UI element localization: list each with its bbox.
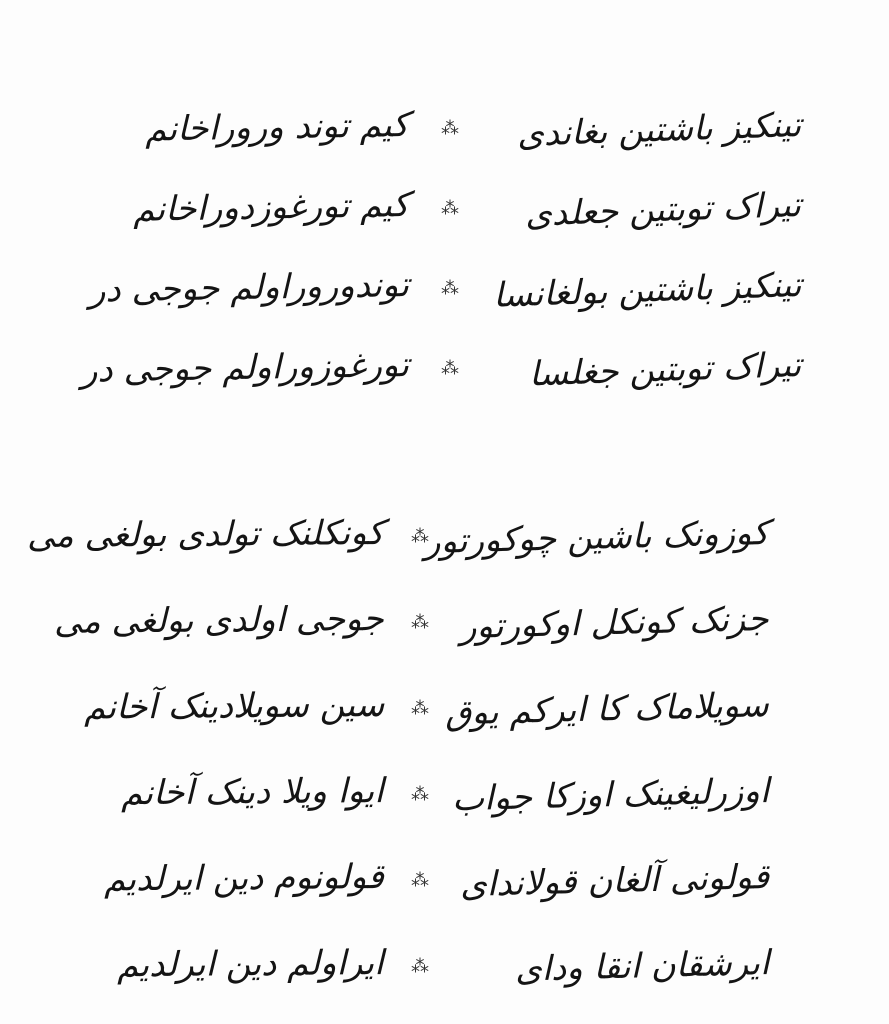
right-hemistich: سویلاماک کا ایرکم یوق <box>444 685 770 734</box>
verse-line <box>0 930 889 1016</box>
separator-mark: ⁂ <box>411 956 429 977</box>
verse-line <box>0 500 889 586</box>
verse-line <box>0 92 889 172</box>
right-hemistich: جزنک کونکل اوکورتور <box>460 599 770 648</box>
left-hemistich: قولونوم دین ایرلدیم <box>103 857 385 900</box>
left-hemistich: کونکلنک تولدی بولغی می <box>26 513 385 557</box>
separator-mark: ⁂ <box>441 118 459 139</box>
left-hemistich: کیم توند وروراخانم <box>145 105 410 150</box>
verse-line <box>0 586 889 672</box>
stanza-2 <box>0 500 889 1016</box>
right-hemistich: کوزونک باشین چوکورتور <box>423 513 770 563</box>
left-hemistich: کیم تورغوزدوراخانم <box>132 185 410 230</box>
right-hemistich: قولونی آلغان قولاندای <box>459 857 770 906</box>
verse-line <box>0 172 889 252</box>
right-hemistich: تینکیز باشتین بولغانسا <box>492 265 802 316</box>
separator-mark: ⁂ <box>411 870 429 891</box>
left-hemistich: جوجی اولدی بولغی می <box>54 599 385 642</box>
right-hemistich: تینکیز باشتین بغاندی <box>516 105 802 155</box>
separator-mark: ⁂ <box>411 526 429 547</box>
left-hemistich: تورغوزوراولم جوجی در <box>80 345 410 391</box>
left-hemistich: توندوروراولم جوجی در <box>88 265 410 311</box>
right-hemistich: اوزرلیغینک اوزکا جواب <box>451 771 770 820</box>
verse-line <box>0 844 889 930</box>
separator-mark: ⁂ <box>411 784 429 805</box>
separator-mark: ⁂ <box>411 698 429 719</box>
separator-mark: ⁂ <box>441 358 459 379</box>
verse-line <box>0 332 889 412</box>
stanza-1 <box>0 92 889 412</box>
right-hemistich: تیراک توبتین جغلسا <box>528 345 802 395</box>
separator-mark: ⁂ <box>411 612 429 633</box>
left-hemistich: ایوا ویلا دینک آخانم <box>121 771 385 814</box>
verse-line <box>0 672 889 758</box>
verse-line <box>0 252 889 332</box>
separator-mark: ⁂ <box>441 278 459 299</box>
right-hemistich: تیراک توبتین جعلدی <box>524 185 802 235</box>
separator-mark: ⁂ <box>441 198 459 219</box>
left-hemistich: ایراولم دین ایرلدیم <box>117 943 385 986</box>
left-hemistich: سین سویلادینک آخانم <box>83 685 385 728</box>
verse-line <box>0 758 889 844</box>
right-hemistich: ایرشقان انقا ودای <box>514 943 770 990</box>
